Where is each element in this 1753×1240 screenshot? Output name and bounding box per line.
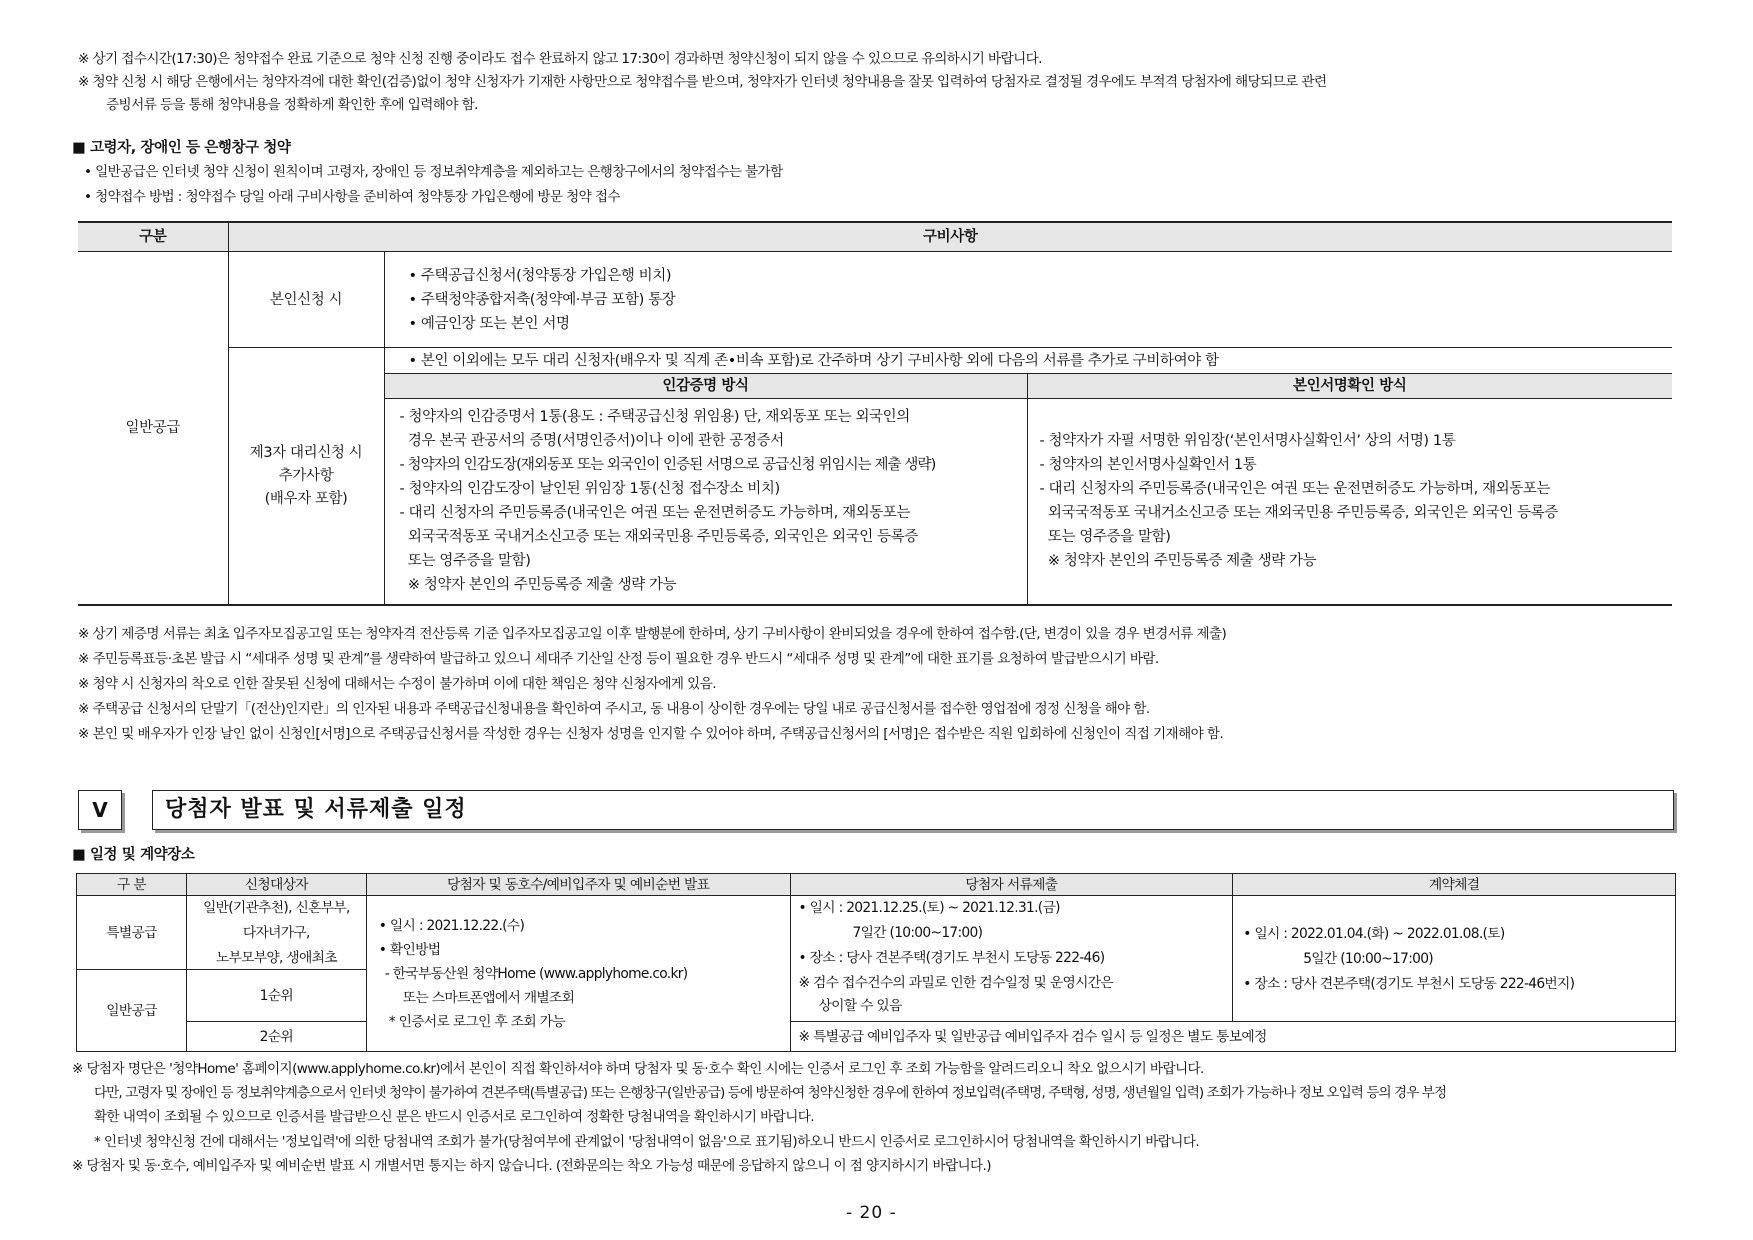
bullet-elderly-2: • 청약접수 방법 : 청약접수 당일 아래 구비사항을 준비하여 청약통장 가입은행에 방문 청약 접수 xyxy=(84,189,620,205)
sign-item: 또는 영주증을 말함) xyxy=(1039,529,1171,546)
section-number-box xyxy=(78,790,122,830)
rank-1: 1순위 xyxy=(186,970,366,1022)
section-title-box xyxy=(152,790,1674,830)
bullet-elderly-1: • 일반공급은 인터넷 청약 신청이 원칙이며 고령자, 장애인 등 정보취약계층을 제외하고는 은행창구에서의 청약접수는 불가함 xyxy=(84,164,783,180)
self-apply-items xyxy=(384,252,1672,348)
seal-item: - 대리 신청자의 주민등록증(내국인은 여권 또는 운전면허증도 가능하며, 재외동포는 xyxy=(399,505,911,522)
contract-line: • 일시 : 2022.01.04.(화) ~ 2022.01.08.(토) xyxy=(1243,925,1505,942)
note-bottom-3: 확한 내역이 조회될 수 있으므로 인증서를 발급받으신 분은 반드시 인증서로 로그인하여 정확한 당첨내역을 확인하시기 바랍니다. xyxy=(94,1109,814,1125)
seal-item: 경우 본국 관공서의 증명(서명인증서)이나 이에 관한 공정증서 xyxy=(399,433,784,450)
announce-line: - 한국부동산원 청약Home (www.applyhome.co.kr) xyxy=(384,965,688,982)
contract-line: 5일간 (10:00~17:00) xyxy=(1303,950,1433,967)
special-target: 노부모부양, 생애최초 xyxy=(215,949,337,966)
seal-item: - 청약자의 인감증명서 1통(용도 : 주택공급신청 위임용) 단, 재외동포 또는 외국인의 xyxy=(399,409,910,426)
note-top-1: ※ 상기 접수시간(17:30)은 청약접수 완료 기준으로 청약 신청 진행 중이라도 접수 완료하지 않고 17:30이 경과하면 청약신청이 되지 않을 수 있으므로 유의하시기 바랍니다. xyxy=(78,51,1042,67)
page-number: - 20 - xyxy=(846,1203,897,1223)
note-bottom-1: ※ 당첨자 명단은 '청약Home' 홈페이지(www.applyhome.co.kr)에서 본인이 직접 확인하셔야 하며 당첨자 및 동·호수 확인 시에는 인증서 로그인 후 조회 가능함을 알려드리오니 착오 없으시기 바랍니다. xyxy=(72,1061,1204,1077)
note-mid-2: ※ 주민등록표등·초본 발급 시 “세대주 성명 및 관계”를 생략하여 발급하고 있으니 세대주 기산일 산정 등이 필요한 경우 반드시 “세대주 성명 및 관계”에 대한 표기를 요청하여 발급받으시기 바람. xyxy=(78,651,1159,667)
announce-line: • 일시 : 2021.12.22.(수) xyxy=(378,917,525,934)
docs-line: • 장소 : 당사 견본주택(경기도 부천시 도당동 222-46) xyxy=(798,950,1105,966)
self-apply-label: 본인신청 시 xyxy=(228,252,384,348)
special-targets xyxy=(186,896,366,970)
seal-item: - 청약자의 인감도장(재외동포 또는 외국인이 인증된 서명으로 공급신청 위임시는 제출 생략) xyxy=(399,457,936,474)
proxy-label-line: (배우자 포함) xyxy=(264,490,348,507)
seal-method-header: 인감증명 방식 xyxy=(384,374,1027,399)
contract-line: • 장소 : 당사 견본주택(경기도 부천시 도당동 222-46번지) xyxy=(1243,975,1575,992)
proxy-note: • 본인 이외에는 모두 대리 신청자(배우자 및 직계 존•비속 포함)로 간주하며 상기 구비사항 외에 다음의 서류를 추가로 구비하여야 함 xyxy=(384,348,1672,374)
header-target: 신청대상자 xyxy=(186,874,366,896)
announce-line: • 확인방법 xyxy=(378,941,441,958)
rank-2: 2순위 xyxy=(186,1022,366,1052)
proxy-label-line: 추가사항 xyxy=(278,467,334,484)
section-heading-elderly: ■ 고령자, 장애인 등 은행창구 청약 xyxy=(72,140,291,156)
section-title: 당첨자 발표 및 서류제출 일정 xyxy=(165,797,467,822)
sign-item: ※ 청약자 본인의 주민등록증 제출 생략 가능 xyxy=(1039,553,1317,570)
sign-item: 외국국적동포 국내거소신고증 또는 재외국민용 주민등록증, 외국인은 외국인 등록증 xyxy=(1039,505,1558,522)
note-bottom-4: * 인터넷 청약신청 건에 대해서는 '정보입력'에 의한 당첨내역 조회가 불가(당첨여부에 관계없이 '당첨내역이 없음'으로 표기됨)하오니 반드시 인증서로 로그인하시어 당첨내역을 확인하시기 바랍니다. xyxy=(94,1134,1200,1150)
self-item: • 주택청약종합저축(청약예·부금 포함) 통장 xyxy=(408,291,676,308)
note-top-3: 증빙서류 등을 통해 청약내용을 정확하게 확인한 후에 입력해야 함. xyxy=(106,97,478,113)
special-target: 다자녀가구, xyxy=(242,924,310,941)
row-general-supply-2: 일반공급 xyxy=(77,970,187,1052)
proxy-label-line: 제3자 대리신청 시 xyxy=(249,444,363,461)
note-bottom-5: ※ 당첨자 및 동·호수, 예비입주자 및 예비순번 발표 시 개별서면 통지는 하지 않습니다. (전화문의는 착오 가능성 때문에 응답하지 않으니 이 점 양지하시기 바랍니다.) xyxy=(72,1158,991,1174)
sign-item: - 대리 신청자의 주민등록증(내국인은 여권 또는 운전면허증도 가능하며, 재외동포는 xyxy=(1039,481,1551,498)
note-mid-3: ※ 청약 시 신청자의 착오로 인한 잘못된 신청에 대해서는 수정이 불가하며 이에 대한 책임은 청약 신청자에게 있음. xyxy=(78,676,716,692)
seal-item: ※ 청약자 본인의 주민등록증 제출 생략 가능 xyxy=(399,577,677,594)
reserve-note: ※ 특별공급 예비입주자 및 일반공급 예비입주자 검수 일시 등 일정은 별도 통보예정 xyxy=(790,1022,1676,1052)
header-category: 구 분 xyxy=(77,874,187,896)
note-top-2: ※ 청약 신청 시 해당 은행에서는 청약자격에 대한 확인(검증)없이 청약 신청자가 기재한 사항만으로 청약접수를 받으며, 청약자가 인터넷 청약내용을 잘못 입력하여 당첨자로 결정될 경우에도 부적격 당첨자에 해당되므로 관련 xyxy=(78,74,1327,90)
contract-details xyxy=(1233,896,1676,1022)
col-header-category: 구분 xyxy=(78,222,228,252)
header-contract: 계약체결 xyxy=(1233,874,1676,896)
note-mid-1: ※ 상기 제증명 서류는 최초 입주자모집공고일 또는 청약자격 전산등록 기준 입주자모집공고일 이후 발행분에 한하며, 상기 구비사항이 완비되었을 경우에 한하여 접수함.(단, 변경이 있을 경우 변경서류 제출) xyxy=(78,626,1227,642)
seal-method-items xyxy=(384,399,1027,605)
requirements-table xyxy=(78,221,1672,606)
note-mid-4: ※ 주택공급 신청서의 단말기「(전산)인지란」의 인자된 내용과 주택공급신청내용을 확인하여 주시고, 동 내용이 상이한 경우에는 당일 내로 공급신청서를 접수한 영업점에 정정 신청을 해야 함. xyxy=(78,701,1150,717)
sign-item: - 청약자의 본인서명사실확인서 1통 xyxy=(1039,457,1257,474)
announce-line: 또는 스마트폰앱에서 개별조회 xyxy=(402,989,575,1006)
seal-item: 외국국적동포 국내거소신고증 또는 재외국민용 주민등록증, 외국인은 외국인 등록증 xyxy=(399,529,918,546)
note-bottom-2: 다만, 고령자 및 장애인 등 정보취약계층으로서 인터넷 청약이 불가하여 견본주택(특별공급) 또는 은행창구(일반공급) 등에 방문하여 청약신청한 경우에 한하여 정보입력(주택명, 주택형, 성명, 생년월일 입력) 조회가 가능하나 정보 오입력 등의 경우 부정 xyxy=(94,1085,1447,1101)
row-general-supply: 일반공급 xyxy=(78,252,228,605)
proxy-apply-label xyxy=(228,348,384,605)
header-announce: 당첨자 및 동호수/예비입주자 및 예비순번 발표 xyxy=(366,874,790,896)
seal-item: 또는 영주증을 말함) xyxy=(399,553,531,570)
docs-line: 상이할 수 있음 xyxy=(818,998,902,1014)
docs-line: ※ 검수 접수건수의 과밀로 인한 검수일정 및 운영시간은 xyxy=(798,975,1113,991)
row-special-supply: 특별공급 xyxy=(77,896,187,970)
docs-details xyxy=(790,896,1233,1022)
note-mid-5: ※ 본인 및 배우자가 인장 날인 없이 신청인[서명]으로 주택공급신청서를 작성한 경우는 신청자 성명을 인지할 수 있어야 하며, 주택공급신청서의 [서명]은 접수받은 직원 입회하에 신청인이 직접 기재해야 함. xyxy=(78,726,1224,742)
self-item: • 예금인장 또는 본인 서명 xyxy=(408,315,570,332)
self-item: • 주택공급신청서(청약통장 가입은행 비치) xyxy=(408,267,672,284)
docs-line: • 일시 : 2021.12.25.(토) ~ 2021.12.31.(금) xyxy=(798,900,1060,916)
announce-line: * 인증서로 로그인 후 조회 가능 xyxy=(388,1013,565,1030)
sign-method-header: 본인서명확인 방식 xyxy=(1027,374,1672,399)
col-header-requirements: 구비사항 xyxy=(228,222,1672,252)
section-number: V xyxy=(92,798,108,822)
seal-item: - 청약자의 인감도장이 날인된 위임장 1통(신청 접수장소 비치) xyxy=(399,481,780,498)
announce-details xyxy=(366,896,790,1052)
sign-method-items xyxy=(1027,399,1672,605)
sign-item: - 청약자가 자필 서명한 위임장(‘본인서명사실확인서’ 상의 서명) 1통 xyxy=(1039,433,1456,450)
docs-line: 7일간 (10:00~17:00) xyxy=(852,925,983,941)
sub-heading-schedule: ■ 일정 및 계약장소 xyxy=(72,847,195,863)
header-docs: 당첨자 서류제출 xyxy=(790,874,1233,896)
special-target: 일반(기관추천), 신혼부부, xyxy=(202,899,350,916)
schedule-table xyxy=(76,873,1676,1052)
